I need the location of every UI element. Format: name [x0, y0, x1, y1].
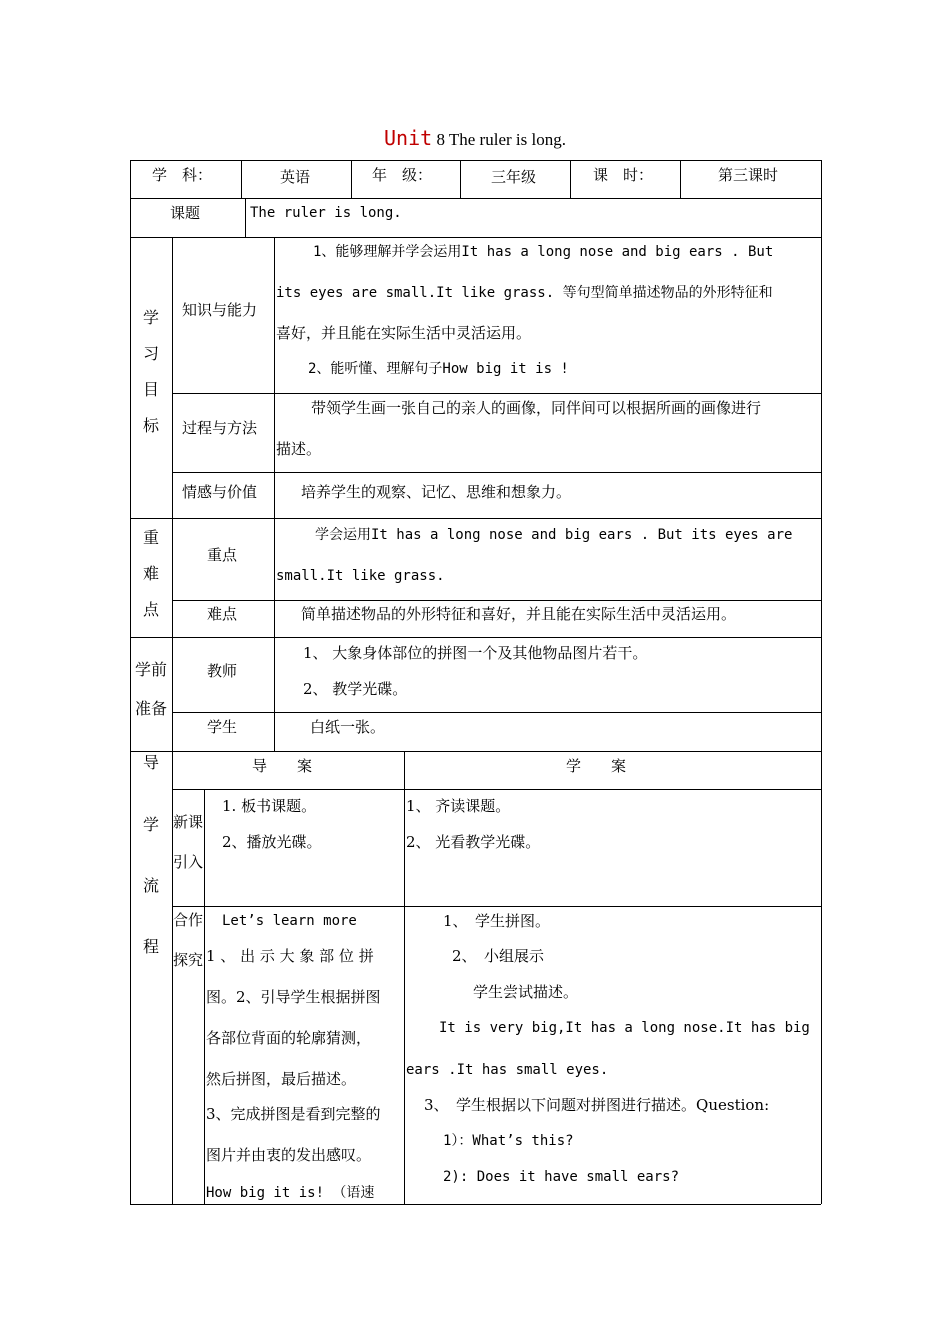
explore-study-line: 3、 学生根据以下问题对拼图进行描述。Question: — [424, 1096, 770, 1114]
teacher-line: 2、 教学光碟。 — [303, 680, 408, 698]
emotion-text: 培养学生的观察、记忆、思维和想象力。 — [301, 483, 572, 501]
student-label: 学生 — [207, 718, 238, 736]
explore-label-line: 探究 — [173, 951, 204, 969]
explore-guide-line: 然后拼图，最后描述。 — [206, 1070, 357, 1088]
student-text: 白纸一张。 — [310, 718, 386, 736]
objectives-label-char: 习 — [142, 344, 159, 363]
flow-label-char: 程 — [142, 937, 159, 956]
explore-study-line: It is very big,It has a long nose.It has big — [439, 1020, 810, 1036]
flow-label-char: 导 — [142, 753, 159, 772]
subject-value: 英语 — [280, 168, 311, 186]
knowledge-line: 2、能听懂、理解句子How big it is ! — [308, 361, 569, 377]
intro-guide-line: 1. 板书课题。 — [222, 797, 317, 815]
knowledge-label: 知识与能力 — [182, 301, 258, 319]
topic-label: 课题 — [170, 204, 201, 222]
process-line: 带领学生画一张自己的亲人的画像，同伴间可以根据所画的画像进行 — [311, 399, 762, 417]
teacher-line: 1、 大象身体部位的拼图一个及其他物品图片若干。 — [303, 644, 648, 662]
difficult-text: 简单描述物品的外形特征和喜好，并且能在实际生活中灵活运用。 — [301, 605, 737, 623]
key-line: small.It like grass. — [276, 568, 445, 584]
objectives-label-char: 目 — [142, 380, 159, 399]
document-title — [0, 124, 950, 154]
difficult-label: 难点 — [207, 605, 238, 623]
explore-guide-line: 3、完成拼图是看到完整的 — [206, 1105, 381, 1123]
intro-label-line: 引入 — [173, 853, 204, 871]
explore-study-line: 1、 学生拼图。 — [443, 912, 551, 930]
explore-label-line: 合作 — [173, 911, 204, 929]
flow-label-char: 学 — [142, 815, 159, 834]
explore-guide-line: 图。2、引导学生根据拼图 — [206, 988, 381, 1006]
teacher-label: 教师 — [207, 662, 238, 680]
preparation-label-line: 学前 — [135, 660, 168, 679]
flow-label-char: 流 — [142, 876, 159, 895]
title-text: 8 The ruler is long. — [432, 130, 566, 149]
explore-guide-line: 各部位背面的轮廓猜测， — [206, 1029, 372, 1047]
keypoints-label-char: 点 — [142, 600, 159, 619]
keypoints-label-char: 重 — [142, 528, 159, 547]
objectives-label-char: 标 — [142, 416, 159, 435]
key-line: 学会运用It has a long nose and big ears . But its eyes are — [315, 527, 793, 543]
process-line: 描述。 — [276, 440, 322, 458]
intro-study-line: 1、 齐读课题。 — [406, 797, 511, 815]
intro-guide-line: 2、播放光碟。 — [222, 833, 322, 851]
guide-header: 导 案 — [252, 757, 313, 775]
title-unit: Unit — [384, 126, 433, 150]
topic-value: The ruler is long. — [250, 205, 402, 221]
grade-value: 三年级 — [491, 168, 537, 186]
explore-guide-line: 1 、 出 示 大 象 部 位 拼 — [206, 947, 374, 965]
process-label: 过程与方法 — [182, 419, 258, 437]
period-value: 第三课时 — [718, 166, 779, 184]
knowledge-line: 喜好，并且能在实际生活中灵活运用。 — [276, 324, 532, 342]
subject-label: 学 科： — [152, 166, 213, 184]
intro-label-line: 新课 — [173, 813, 204, 831]
knowledge-line: 1、能够理解并学会运用It has a long nose and big ears . But — [313, 244, 774, 260]
explore-study-line: 2): Does it have small ears? — [443, 1169, 680, 1185]
key-label: 重点 — [207, 546, 238, 564]
keypoints-label-char: 难 — [142, 564, 159, 583]
knowledge-line: its eyes are small.It like grass. 等句型简单描述物品的外形特征和 — [276, 285, 773, 301]
explore-guide-line: How big it is! （语速 — [206, 1185, 375, 1201]
preparation-label-line: 准备 — [135, 699, 168, 718]
objectives-label-char: 学 — [142, 308, 159, 327]
explore-study-line: 1）：What’s this? — [443, 1133, 574, 1149]
explore-study-line: 学生尝试描述。 — [473, 983, 579, 1001]
grade-label: 年 级： — [372, 166, 433, 184]
emotion-label: 情感与价值 — [182, 483, 258, 501]
study-header: 学 案 — [566, 757, 627, 775]
explore-guide-line: 图片并由衷的发出感叹。 — [206, 1146, 372, 1164]
explore-study-line: 2、 小组展示 — [452, 947, 545, 965]
period-label: 课 时： — [593, 166, 654, 184]
intro-study-line: 2、 光看教学光碟。 — [406, 833, 541, 851]
explore-guide-line: Let’s learn more — [222, 913, 357, 929]
explore-study-line: ears .It has small eyes. — [406, 1062, 609, 1078]
